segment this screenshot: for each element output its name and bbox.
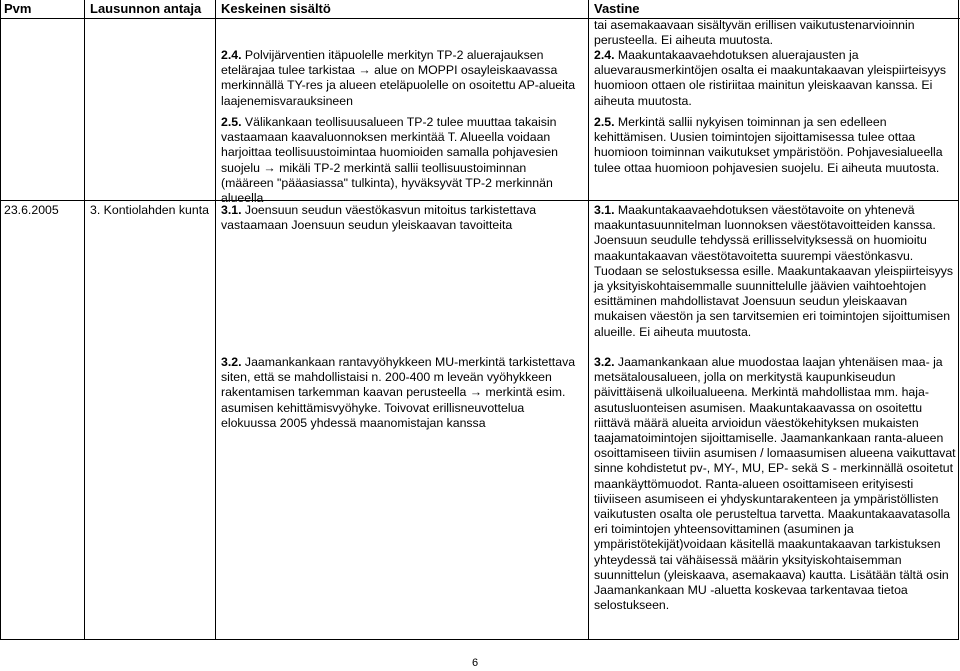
content-item: 3.1. Joensuun seudun väestökasvun mitoitus tarkistettava vastaamaan Joensuun seudun yleiskaavan tavoitteita [221, 203, 537, 233]
response-item: 3.1. Maakuntakaavaehdotuksen väestötavoite on yhtenevä maakuntasuunnitelman luonnoksen väestötavoitteiden kanssa. Joensuun seudulle tehdyssä erillisselvityksessä on huomioitu maakuntakaavan väestötavoitetta suurempi väestönkasvu. Tuodaan se selostuksessa esille. Maakuntakaavan yleispiirteisyys ja yksityiskohtaisemmalle suunnittelulle jäävien vaihtoehtojen esittäminen mahdollistavat Joensuun seudun yleiskaavan mukaisen väestön ja sen tarvitsemien eri toimintojen sijoittumisen alueille. Ei aiheuta muutosta. [594, 203, 954, 339]
table-border-right [958, 0, 959, 640]
column-divider [84, 0, 85, 640]
header-response: Vastine [594, 1, 640, 16]
giver-cell [90, 203, 212, 218]
content-item: 2.5. Välikankaan teollisuusalueen TP-2 tulee muuttaa takaisin vastaamaan kaavaluonnoksen merkintää T. Alueella voidaan harjoittaa teollisuustoimintaa huomioiden samalla pohjavesien suojelu → mikäli TP-2 merkintä sallii teollisuustoiminnan (määreen "pääasiassa" tulkinta), hyväksyvät TP-2 merkinnän alueella [221, 115, 558, 206]
header-content: Keskeinen sisältö [221, 1, 331, 16]
column-divider [215, 0, 216, 640]
table-header [0, 0, 960, 19]
response-item: 2.4. Maakuntakaavaehdotuksen aluerajausten ja aluevarausmerkintöjen osalta ei maakuntakaavan yleispiirteisyys huomioon ottaen ole ristiriitaa mainitun yleiskaavan kanssa. Ei aiheuta muutosta. [594, 48, 947, 108]
response-cell-prev [594, 18, 956, 176]
header-date: Pvm [4, 1, 32, 16]
giver-text: 3. Kontiolahden kunta [90, 203, 209, 217]
column-divider [588, 0, 589, 640]
date-text: 23.6.2005 [4, 203, 59, 217]
header-giver: Lausunnon antaja [90, 1, 202, 16]
table-border-left [0, 0, 1, 640]
page-number: 6 [472, 657, 479, 669]
response-cell-main [594, 203, 956, 613]
content-item: 3.2. Jaamankankaan rantavyöhykkeen MU-merkintä tarkistettava siten, että se mahdollistaisi n. 200-400 m leveän vyöhykkeen rakentamisen tarkemman kaavan perusteella → merkintä esim. asumisen kehittämisvyöhyke. Toivovat erillisneuvottelua elokuussa 2005 yhdessä maanomistajan kanssa [221, 355, 576, 430]
response-intro: tai asemakaavaan sisältyvän erillisen vaikutustenarvioinnin perusteella. Ei aiheuta muutosta. [594, 18, 915, 48]
table-border-bottom [0, 639, 959, 640]
content-cell-main [221, 203, 581, 431]
response-item: 3.2. Jaamankankaan alue muodostaa laajan yhtenäisen maa- ja metsätalousalueen, jolla on merkitystä kaupunkiseudun päivittäisenä ulkoilualueena. Merkintä mahdollistaa mm. haja-asutusluonteisen asumisen. Maakuntakaavassa on osoitettu riittävä määrä alueita arvioidun väestökehityksen mukaisten taajamatoimintojen sijoittamiselle. Jaamankankaan ranta-alueen osoittamiseen tiiviin asumisen / lomaasumisen alueena vaikuttavat sinne kohdistetut pv-, MY-, MU, EP- sekä S - merkinnällä osoitetut maankäyttömuodot. Ranta-alueen osoittamiseen erityisesti tiiviiseen asumiseen ei yhdyskuntarakenteen ja ympäristöllisten vaikutusten osalta ole perusteltua tarvetta. Maakuntakaavatasolla eri toimintojen yhteensovittaminen (asuminen ja ympäristötekijät)voidaan käsitellä maakuntakaavan tarkistuksen yhteydessä tai vähäisessä määrin yksityiskohtaisemman suunnittelun (yleiskaava, asemakaava) kautta. Lisätään tältä osin Jaamankankaan MU -aluetta koskevaa tarkentavaa tietoa selostukseen. [594, 355, 956, 613]
content-item: 2.4. Polvijärventien itäpuolelle merkityn TP-2 aluerajauksen etelärajaa tulee tarkistaa → alue on MOPPI osayleiskaavassa merkinnällä TY-res ja alueen eteläpuolelle on osoitettu AP-alueita laajenemisvarauksineen [221, 48, 576, 108]
response-item: 2.5. Merkintä sallii nykyisen toiminnan ja sen edelleen kehittämisen. Uusien toimintojen sijoittamisessa tulee ottaa huomioon toiminnan vaikutukset ympäristöön. Pohjavesialueella tulee ottaa huomioon pohjavesien suojelu. Ei aiheuta muutosta. [594, 115, 943, 175]
date-cell [4, 203, 82, 218]
content-cell-prev [221, 48, 581, 206]
